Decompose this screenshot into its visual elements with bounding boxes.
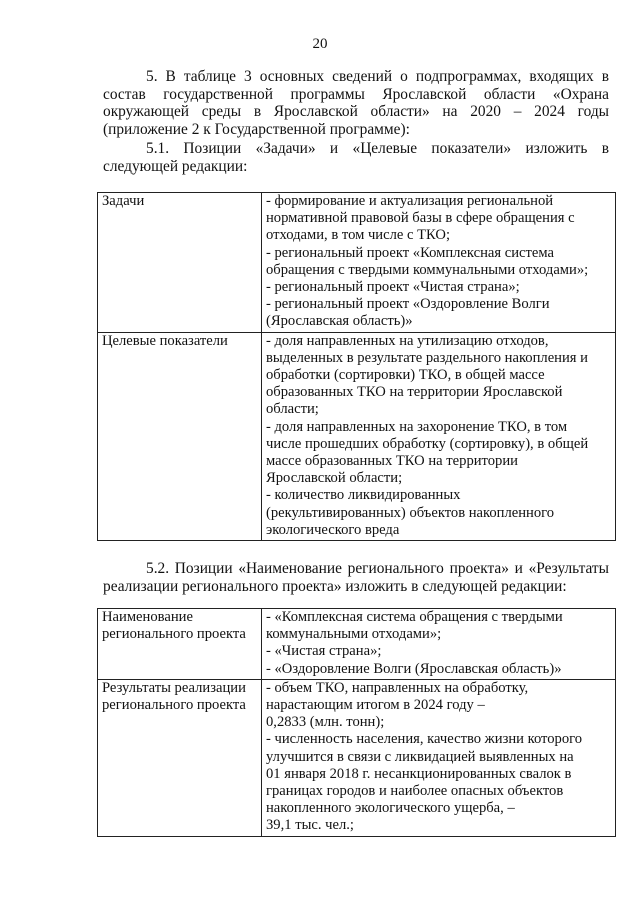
content-line: выделенных в результате раздельного накопления и (266, 349, 588, 366)
label-line: Наименование (102, 609, 193, 625)
content-line: - доля направленных на утилизацию отходов, (266, 332, 549, 349)
content-line: числе прошедших обработку (сортировку), в общей (266, 435, 589, 452)
content-line: - формирование и актуализация региональной (266, 193, 554, 209)
content-line: 39,1 тыс. чел.; (266, 817, 354, 834)
content-line: границах городов и наиболее опасных объектов (266, 783, 564, 800)
paragraph-5-1: 5.1. Позиции «Задачи» и «Целевые показатели» изложить в следующей редакции: (103, 140, 609, 175)
table-row-target-indicators (98, 332, 616, 540)
table-row-tasks (98, 193, 616, 333)
row-content (262, 679, 616, 836)
content-line: - «Чистая страна»; (266, 643, 382, 660)
content-line: отходами, в том числе с ТКО; (266, 227, 451, 244)
content-line: Ярославской области; (266, 470, 403, 487)
content-line: нормативной правовой базы в сфере обращения с (266, 210, 575, 227)
row-label (98, 679, 262, 836)
content-line: экологического вреда (266, 521, 400, 538)
page-number: 20 (312, 36, 328, 52)
content-line: коммунальными отходами»; (266, 626, 442, 643)
content-line: области; (266, 401, 319, 418)
content-line: - региональный проект «Чистая страна»; (266, 279, 520, 296)
content-line: (Ярославская область)» (266, 313, 413, 330)
row-content (262, 193, 616, 333)
content-line: - доля направленных на захоронение ТКО, в том (266, 418, 568, 435)
content-line: 01 января 2018 г. несанкционированных свалок в (266, 765, 572, 782)
label-line: регионального проекта (102, 626, 246, 643)
row-label: Задачи (98, 193, 262, 333)
content-line: - «Комплексная система обращения с твердыми (266, 609, 563, 625)
table-regional-projects (97, 608, 616, 837)
content-line: нарастающим итогом в 2024 году – (266, 697, 485, 714)
label-line: Результаты реализации (102, 679, 246, 696)
content-line: (рекультивированных) объектов накопленного (266, 504, 555, 521)
content-line: 0,2833 (млн. тонн); (266, 714, 385, 731)
content-line: массе образованных ТКО на территории (266, 453, 518, 470)
paragraph-5-2: 5.2. Позиции «Наименование регионального проекта» и «Результаты реализации регионального проекта» изложить в следующей редакции: (103, 560, 609, 595)
row-label (98, 609, 262, 680)
row-content (262, 609, 616, 680)
content-line: накопленного экологического ущерба, – (266, 800, 515, 817)
paragraph-5: 5. В таблице 3 основных сведений о подпрограммах, входящих в состав государственной программы Ярославской области «Охрана окружающей среды в Ярославской области» на 2020 – 2024 годы (приложение 2 к Государственной программе): (103, 68, 609, 138)
row-content (262, 332, 616, 540)
content-line: образованных ТКО на территории Ярославской (266, 384, 563, 401)
content-line: улучшится в связи с ликвидацией выявленных на (266, 748, 574, 765)
content-line: - объем ТКО, направленных на обработку, (266, 679, 529, 696)
content-line: обращения с твердыми коммунальными отходами»; (266, 261, 589, 278)
table-row-project-results (98, 679, 616, 836)
table-tasks-indicators (97, 192, 616, 541)
content-line: обработки (сортировки) ТКО, в общей массе (266, 367, 545, 384)
content-line: - «Оздоровление Волги (Ярославская область)» (266, 660, 562, 677)
content-line: - региональный проект «Оздоровление Волги (266, 296, 550, 313)
row-label: Целевые показатели (98, 332, 262, 540)
content-line: - количество ликвидированных (266, 487, 461, 504)
content-line: - региональный проект «Комплексная система (266, 244, 554, 261)
label-line: регионального проекта (102, 697, 246, 714)
content-line: - численность населения, качество жизни которого (266, 731, 583, 748)
table-row-project-name (98, 609, 616, 680)
